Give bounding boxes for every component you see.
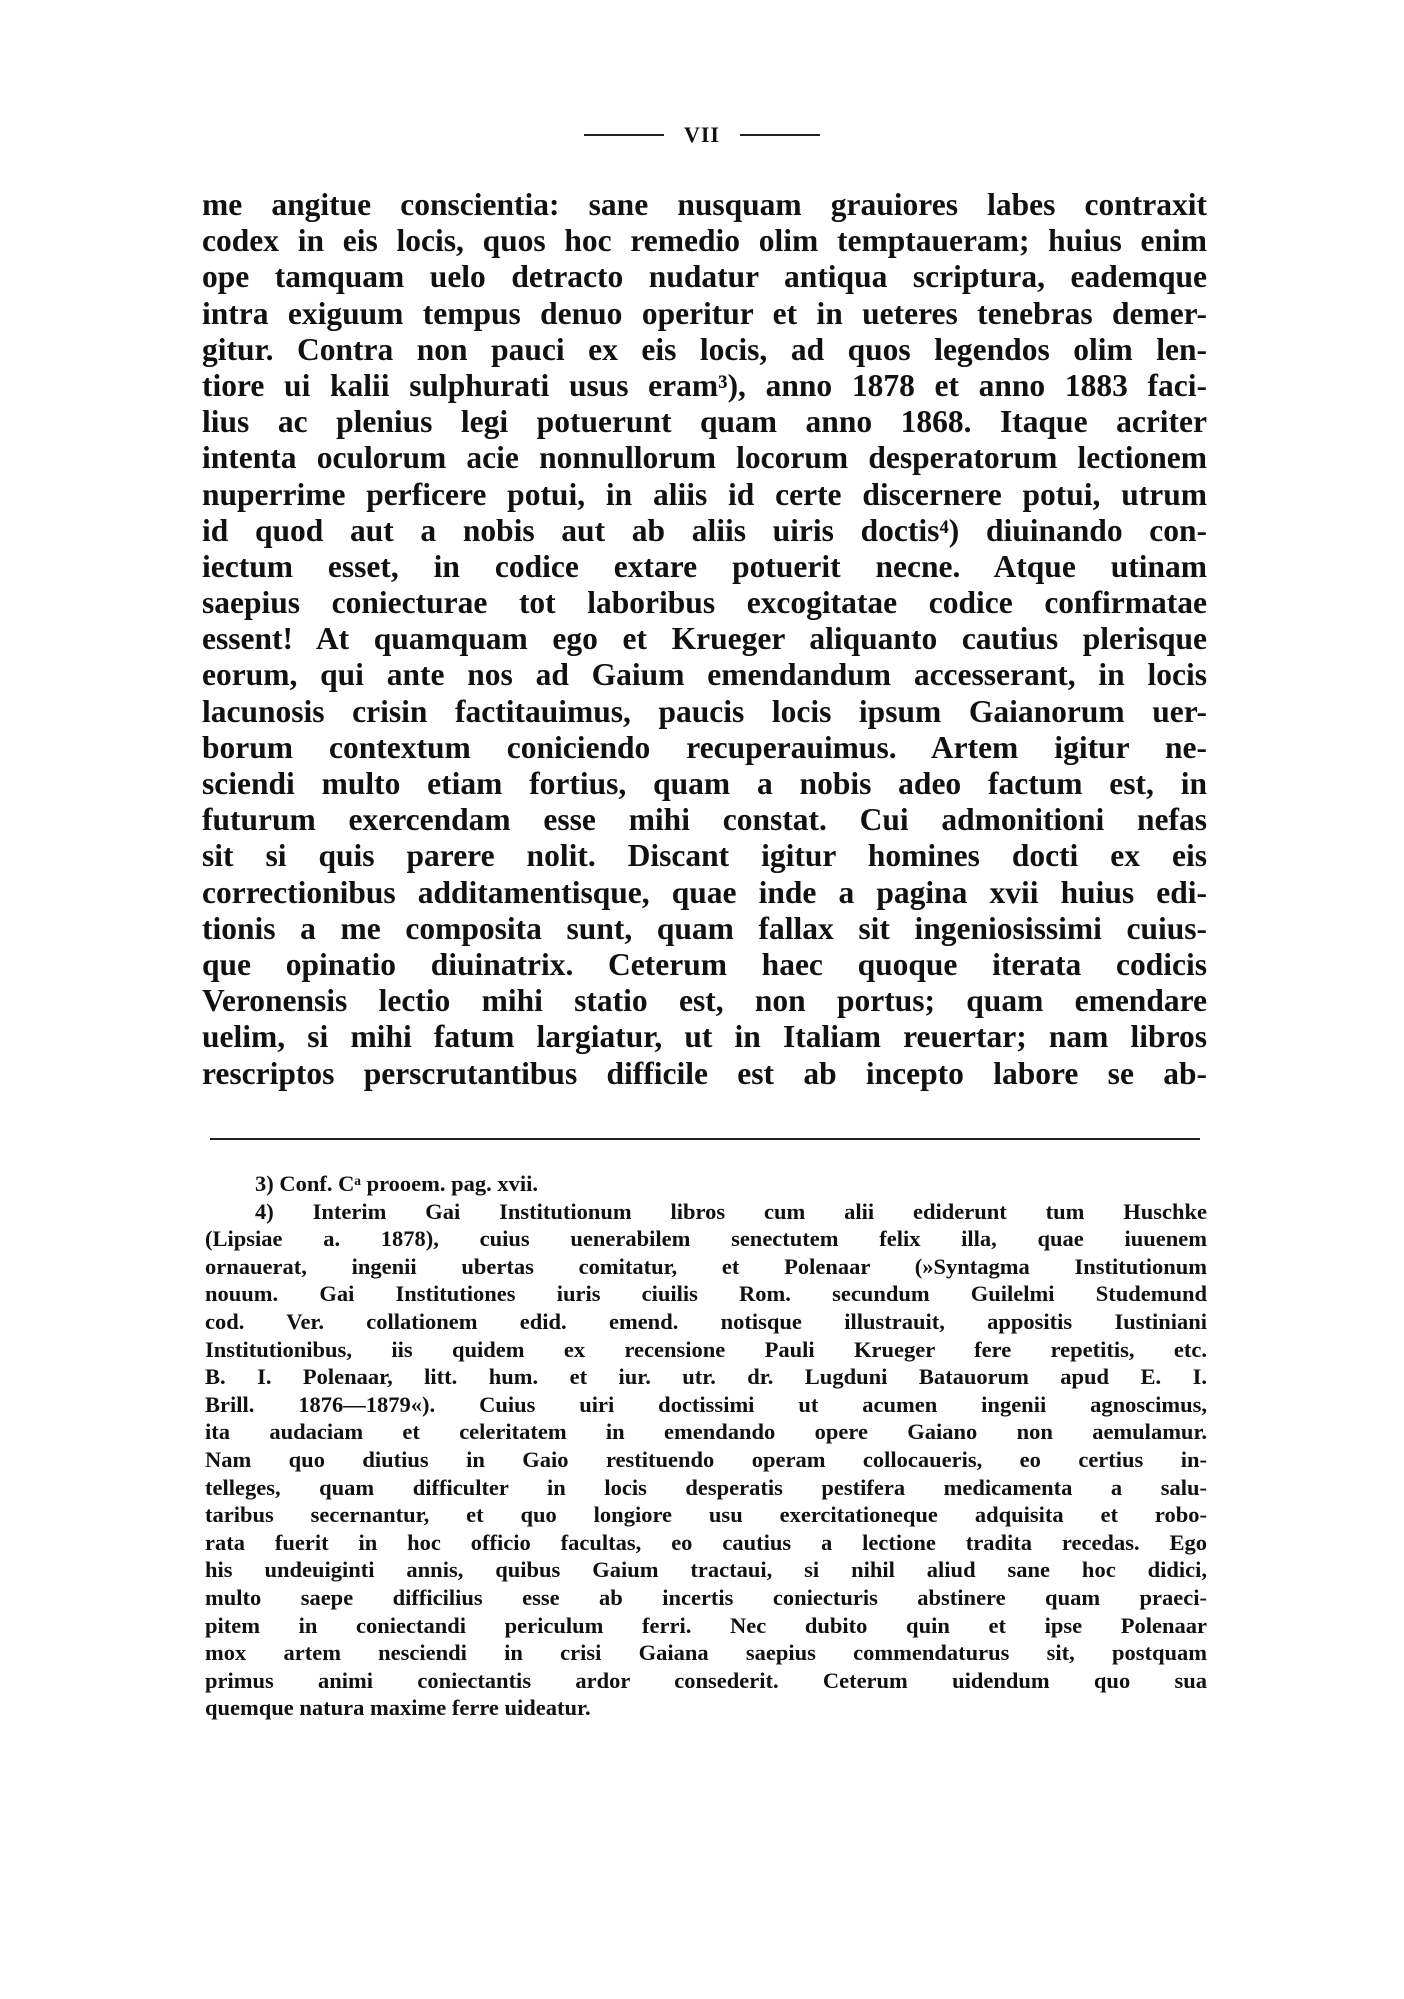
- text-line: id quod aut a nobis aut ab aliis uiris doctis⁴) diuinando con-: [202, 512, 1207, 548]
- footnote-line: mox artem nesciendi in crisi Gaiana saepius commendaturus sit, postquam: [205, 1640, 1207, 1666]
- footnote-line: ornauerat, ingenii ubertas comitatur, et Polenaar (»Syntagma Institutionum: [205, 1253, 1207, 1279]
- text-line: eorum, qui ante nos ad Gaium emendandum accesserant, in locis: [202, 657, 1207, 693]
- footnote-separator: [210, 1138, 1200, 1140]
- header-rule-right: [740, 134, 820, 136]
- footnote-line: 4) Interim Gai Institutionum libros cum alii ediderunt tum Huschke: [255, 1198, 1207, 1224]
- footnote-3: 3) Conf. Cᵃ prooem. pag. xvii.: [255, 1171, 539, 1196]
- text-line: saepius coniecturae tot laboribus excogitatae codice confirmatae: [202, 585, 1207, 621]
- footnote-line: primus animi coniectantis ardor consederit. Ceterum uidendum quo sua: [205, 1667, 1207, 1693]
- text-line: gitur. Contra non pauci ex eis locis, ad quos legendos olim len-: [202, 331, 1207, 367]
- text-line: tiore ui kalii sulphurati usus eram³), anno 1878 et anno 1883 faci-: [202, 367, 1207, 403]
- footnote-line: nouum. Gai Institutiones iuris ciuilis Rom. secundum Guilelmi Studemund: [205, 1281, 1207, 1307]
- text-line: ope tamquam uelo detracto nudatur antiqua scriptura, eademque: [202, 259, 1207, 295]
- footnote-line: multo saepe difficilius esse ab incertis coniecturis abstinere quam praeci-: [205, 1584, 1207, 1610]
- page-header: [0, 122, 1404, 148]
- footnote-line: pitem in coniectandi periculum ferri. Nec dubito quin et ipse Polenaar: [205, 1612, 1207, 1638]
- footnote-line: Brill. 1876—1879«). Cuius uiri doctissimi ut acumen ingenii agnoscimus,: [205, 1391, 1207, 1417]
- text-line: iectum esset, in codice extare potuerit necne. Atque utinam: [202, 548, 1207, 584]
- main-text: [202, 187, 1207, 1092]
- footnote-line: ita audaciam et celeritatem in emendando opere Gaiano non aemulamur.: [205, 1419, 1207, 1445]
- text-line: correctionibus additamentisque, quae inde a pagina xvii huius edi-: [202, 874, 1207, 910]
- footnotes: [205, 1170, 1207, 1722]
- text-line: lius ac plenius legi potuerunt quam anno 1868. Itaque acriter: [202, 404, 1207, 440]
- page-number: VII: [683, 122, 720, 147]
- text-line: lacunosis crisin factitauimus, paucis locis ipsum Gaianorum uer-: [202, 693, 1207, 729]
- footnote-line: Institutionibus, iis quidem ex recensione Pauli Krueger fere repetitis, etc.: [205, 1336, 1207, 1362]
- text-line: sit si quis parere nolit. Discant igitur homines docti ex eis: [202, 838, 1207, 874]
- footnote-line: Nam quo diutius in Gaio restituendo operam collocaueris, eo certius in-: [205, 1446, 1207, 1472]
- footnote-line: quemque natura maxime ferre uideatur.: [205, 1695, 591, 1721]
- text-line: rescriptos perscrutantibus difficile est ab incepto labore se ab-: [202, 1055, 1207, 1091]
- text-line: borum contextum coniciendo recuperauimus. Artem igitur ne-: [202, 729, 1207, 765]
- footnote-line: taribus secernantur, et quo longiore usu exercitationeque adquisita et robo-: [205, 1502, 1207, 1528]
- text-line: intra exiguum tempus denuo operitur et in ueteres tenebras demer-: [202, 295, 1207, 331]
- text-line: intenta oculorum acie nonnullorum locorum desperatorum lectionem: [202, 440, 1207, 476]
- text-line: codex in eis locis, quos hoc remedio olim temptaueram; huius enim: [202, 223, 1207, 259]
- text-line: que opinatio diuinatrix. Ceterum haec quoque iterata codicis: [202, 946, 1207, 982]
- footnote-line: telleges, quam difficulter in locis desperatis pestifera medicamenta a salu-: [205, 1474, 1207, 1500]
- footnote-line: B. I. Polenaar, litt. hum. et iur. utr. dr. Lugduni Batauorum apud E. I.: [205, 1364, 1207, 1390]
- header-rule-left: [584, 134, 664, 136]
- text-line: uelim, si mihi fatum largiatur, ut in Italiam reuertar; nam libros: [202, 1019, 1207, 1055]
- footnote-line: rata fuerit in hoc officio facultas, eo cautius a lectione tradita recedas. Ego: [205, 1529, 1207, 1555]
- text-line: futurum exercendam esse mihi constat. Cui admonitioni nefas: [202, 802, 1207, 838]
- text-line: tionis a me composita sunt, quam fallax sit ingeniosissimi cuius-: [202, 910, 1207, 946]
- text-line: essent! At quamquam ego et Krueger aliquanto cautius plerisque: [202, 621, 1207, 657]
- footnote-line: (Lipsiae a. 1878), cuius uenerabilem senectutem felix illa, quae iuuenem: [205, 1226, 1207, 1252]
- text-line: me angitue conscientia: sane nusquam grauiores labes contraxit: [202, 187, 1207, 222]
- text-line: Veronensis lectio mihi statio est, non portus; quam emendare: [202, 983, 1207, 1019]
- footnote-line: cod. Ver. collationem edid. emend. notisque illustrauit, appositis Iustiniani: [205, 1308, 1207, 1334]
- footnote-4: [205, 1198, 1207, 1722]
- text-line: sciendi multo etiam fortius, quam a nobis adeo factum est, in: [202, 766, 1207, 801]
- text-line: nuperrime perficere potui, in aliis id certe discernere potui, utrum: [202, 476, 1207, 512]
- footnote-line: his undeuiginti annis, quibus Gaium tractaui, si nihil aliud sane hoc didici,: [205, 1557, 1207, 1583]
